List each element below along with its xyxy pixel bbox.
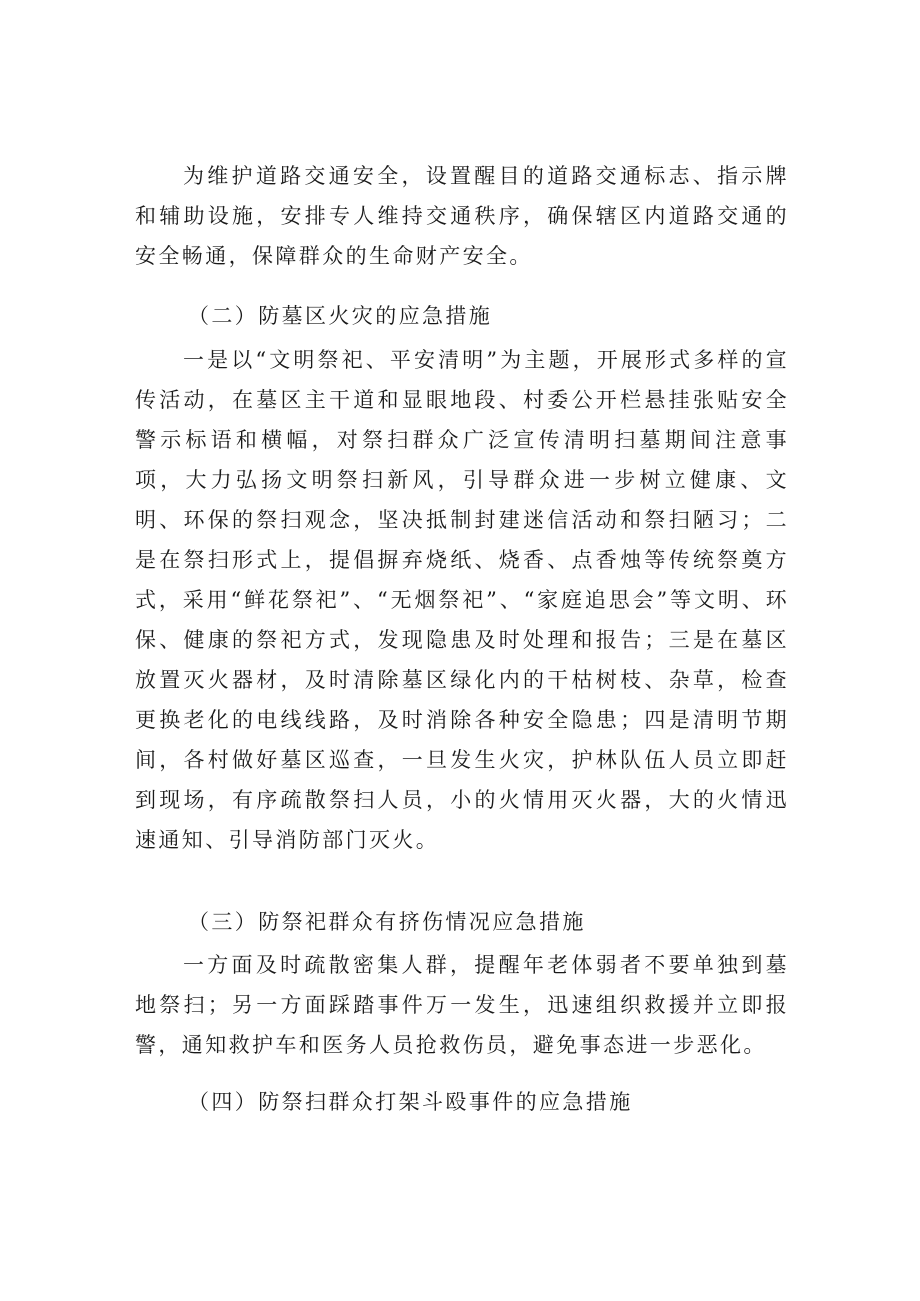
section-heading-crowd-crush: （三）防祭祀群众有挤伤情况应急措施 [188, 910, 586, 934]
paragraph-crowd-crush-measures: 一方面及时疏散密集人群，提醒年老体弱者不要单独到墓地祭扫；另一方面踩踏事件万一发生，迅速组织救援并立即报警，通知救护车和医务人员抢救伤员，避免事态进一步恶化。 [135, 953, 789, 1057]
section-heading-fire-prevention: （二）防墓区火灾的应急措施 [188, 304, 493, 328]
section-heading-fight-prevention: （四）防祭扫群众打架斗殴事件的应急措施 [188, 1090, 633, 1114]
paragraph-fire-prevention-measures: 一是以“文明祭祀、平安清明”为主题，开展形式多样的宣传活动，在墓区主干道和显眼地段、村委公开栏悬挂张贴安全警示标语和横幅，对祭扫群众广泛宣传清明扫墓期间注意事项，大力弘扬文明祭扫新风，引导群众进一步树立健康、文明、环保的祭扫观念，坚决抵制封建迷信活动和祭扫陋习；二是在祭扫形式上，提倡摒弃烧纸、烧香、点香烛等传统祭奠方式，采用“鲜花祭祀”、“无烟祭祀”、“家庭追思会”等文明、环保、健康的祭祀方式，发现隐患及时处理和报告；三是在墓区放置灭火器材，及时清除墓区绿化内的干枯树枝、杂草，检查更换老化的电线线路，及时消除各种安全隐患；四是清明节期间，各村做好墓区巡查，一旦发生火灾，护林队伍人员立即赶到现场，有序疏散祭扫人员，小的火情用灭火器，大的火情迅速通知、引导消防部门灭火。 [135, 348, 789, 852]
paragraph-traffic-safety: 为维护道路交通安全，设置醒目的道路交通标志、指示牌和辅助设施，安排专人维持交通秩序，确保辖区内道路交通的安全畅通，保障群众的生命财产安全。 [135, 164, 789, 268]
